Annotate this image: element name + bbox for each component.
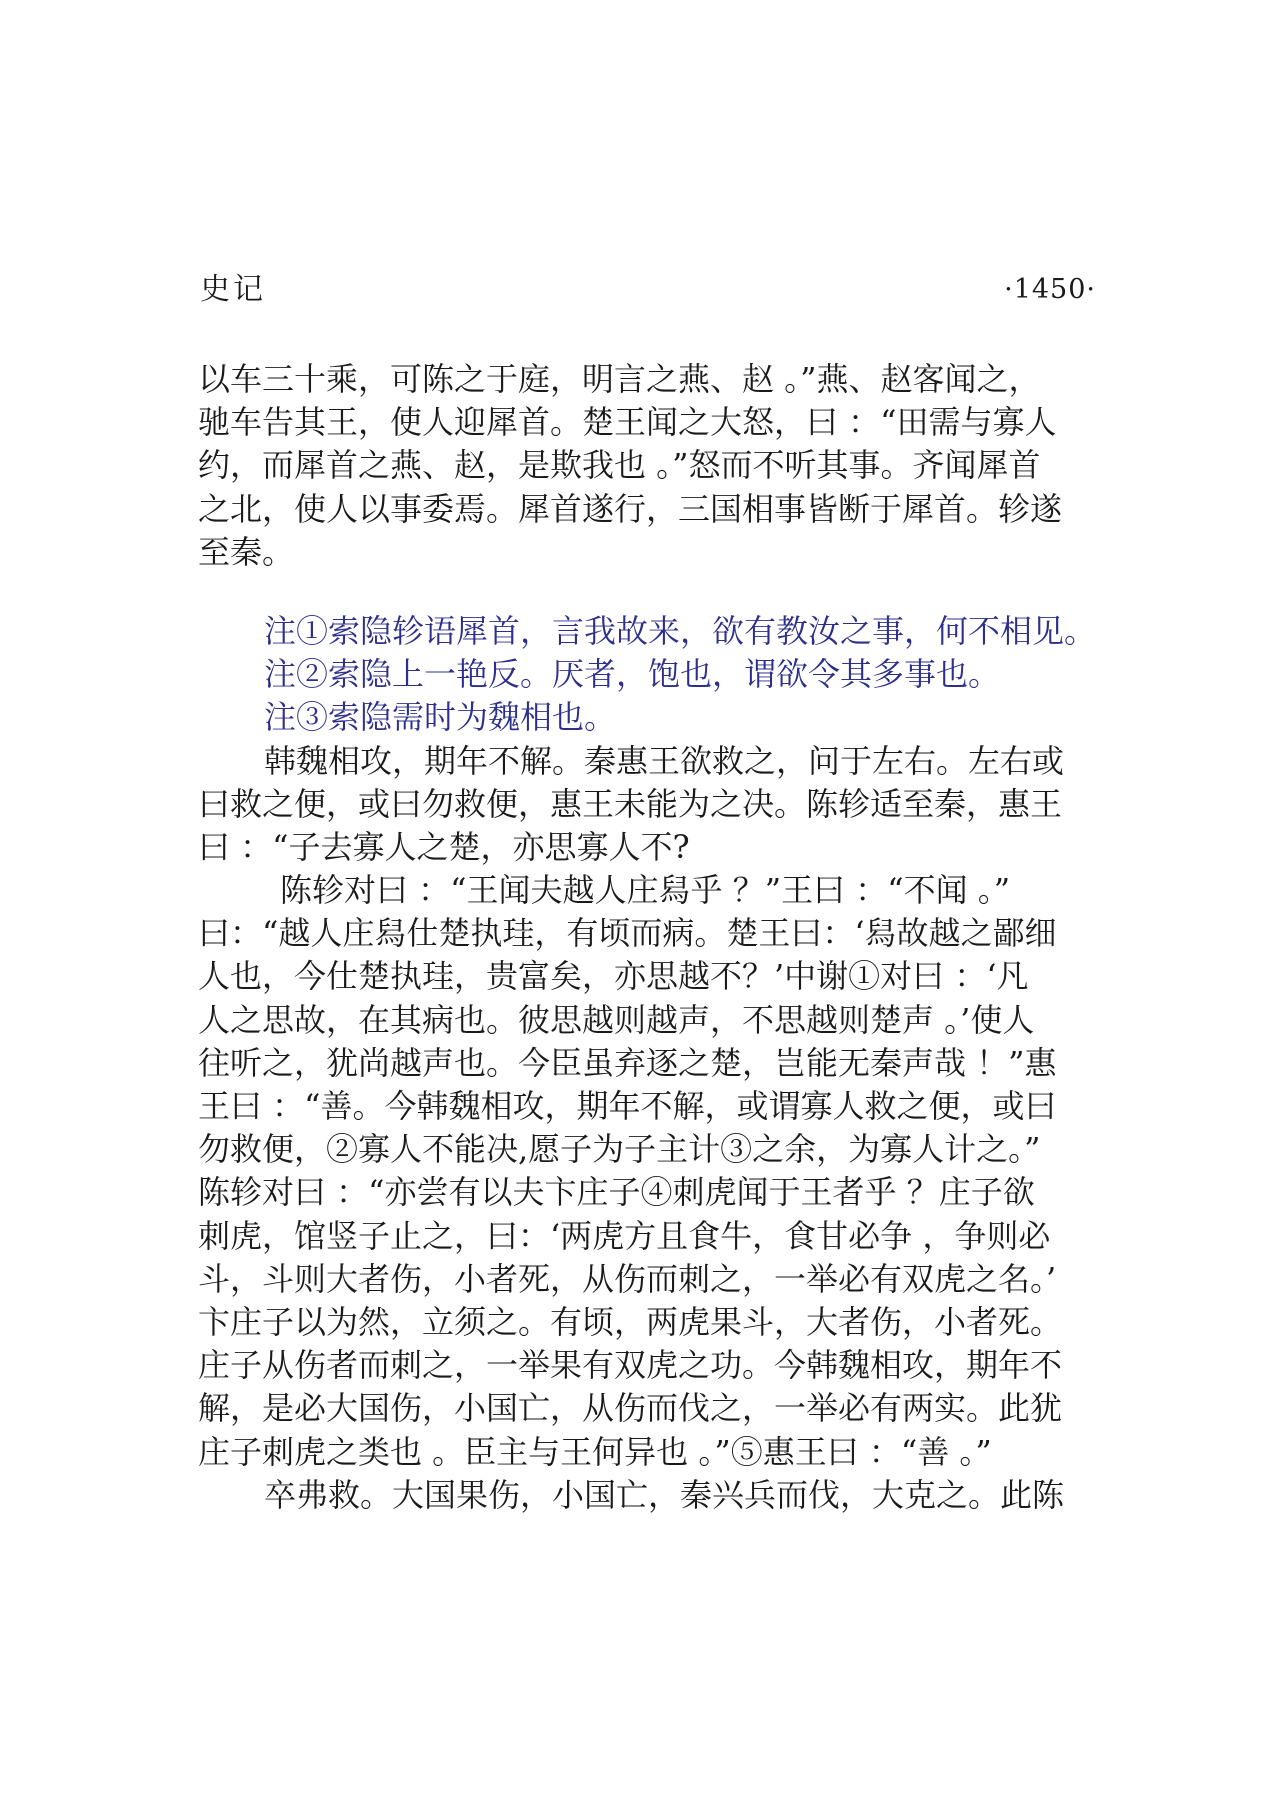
text-line: 往听之，犹尚越声也。今臣虽弃逐之楚，岂能无秦声哉 ！”惠 (198, 1043, 1057, 1082)
page-number: ·1450· (1004, 274, 1096, 305)
text-line: 人也，今仕楚执珪，贵富矣，亦思越不？’中谢①对曰 ：‘凡 (198, 957, 1029, 996)
text-line: 陈轸对曰 ：“王闻夫越人庄舄乎 ？”王曰 ：“不闻 。” (280, 871, 1011, 910)
paragraph-2 (198, 740, 1110, 870)
note-line: 注②索隐上一艳反。厌者，饱也，谓欲令其多事也。 (264, 655, 1001, 694)
text-line: 至秦。 (198, 532, 295, 571)
text-line: 约，而犀首之燕、赵，是欺我也 。”怒而不听其事。齐闻犀首 (198, 446, 1041, 485)
text-line: 曰：“越人庄舄仕楚执珪，有顷而病。楚王曰：‘舄故越之鄙细 (198, 914, 1057, 953)
text-line: 庄子刺虎之类也 。臣主与王何异也 。”⑤惠王曰 ：“善 。” (198, 1432, 992, 1471)
paragraph-4 (198, 1474, 1110, 1517)
text-line: 曰 ：“子去寡人之楚，亦思寡人不? (198, 827, 690, 866)
text-line: 王曰 ：“善。今韩魏相攻，期年不解，或谓寡人救之便，或曰 (198, 1087, 1057, 1125)
paragraph-3 (198, 869, 1110, 1474)
text-line: 解，是必大国伤，小国亡，从伤而伐之，一举必有两实。此犹 (198, 1389, 1063, 1428)
text-line: 之北，使人以事委焉。犀首遂行，三国相事皆断于犀首。轸遂 (198, 489, 1063, 528)
text-line: 人之思故，在其病也。彼思越则越声，不思越则楚声 。’使人 (198, 1000, 1035, 1039)
body-text (198, 358, 1110, 1517)
text-line: 陈轸对曰 ：“亦尝有以夫卞庄子④刺虎闻于王者乎 ？庄子欲 (198, 1173, 1035, 1212)
text-line: 斗，斗则大者伤，小者死，从伤而刺之，一举必有双虎之名。’ (198, 1259, 1057, 1298)
paragraph-1 (198, 358, 1110, 574)
text-line: 曰救之便，或曰勿救便，惠王未能为之决。陈轸适至秦，惠王 (198, 784, 1063, 823)
page-header (200, 268, 1096, 312)
text-line: 勿救便，②寡人不能决,愿子为子主计③之余，为寡人计之。” (198, 1130, 1041, 1169)
note-line: 注①索隐轸语犀首，言我故来，欲有教汝之事，何不相见。 (264, 611, 1097, 650)
text-line: 驰车告其王，使人迎犀首。楚王闻之大怒，曰 ：“田需与寡人 (198, 403, 1057, 442)
book-title: 史记 (200, 272, 266, 307)
paragraph-spacer (198, 574, 1110, 610)
text-line: 卒弗救。大国果伤，小国亡，秦兴兵而伐，大克之。此陈 (264, 1475, 1065, 1514)
text-line: 卞庄子以为然，立须之。有顷，两虎果斗，大者伤，小者死。 (198, 1302, 1063, 1341)
text-line: 庄子从伤者而刺之，一举果有双虎之功。今韩魏相攻，期年不 (198, 1346, 1063, 1385)
note-line: 注③索隐需时为魏相也。 (264, 698, 617, 737)
text-line: 韩魏相攻，期年不解。秦惠王欲救之，问于左右。左右或 (264, 741, 1065, 780)
text-line: 刺虎，馆竖子止之，曰：‘两虎方且食牛，食甘必争 ，争则必 (198, 1216, 1051, 1255)
text-line: 以车三十乘，可陈之于庭，明言之燕、赵 。”燕、赵客闻之， (198, 360, 1041, 398)
notes-block (198, 610, 1110, 740)
